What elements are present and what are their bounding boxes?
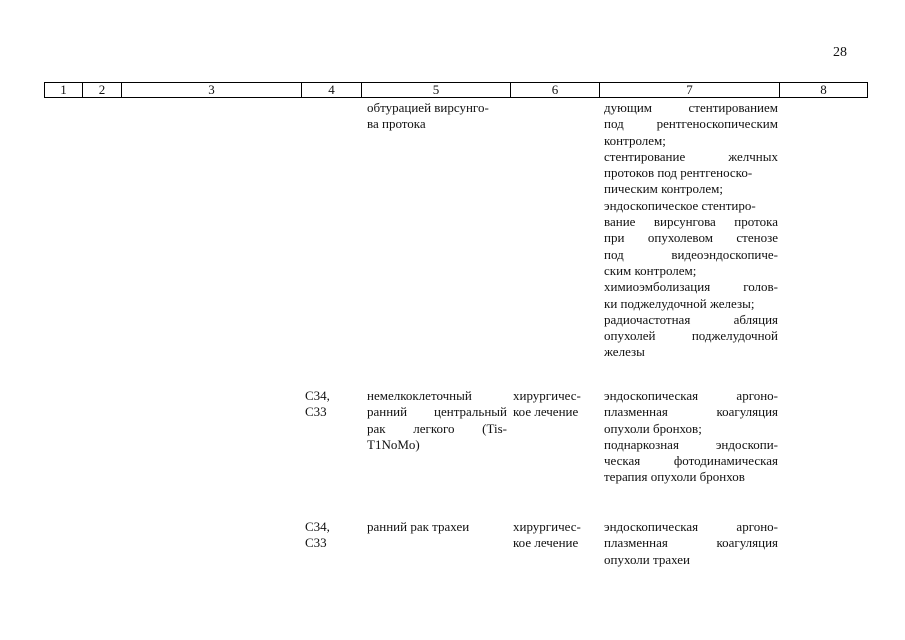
icd-code: С34, (305, 519, 330, 534)
cell-line: опухоли трахеи (604, 551, 690, 567)
lung-col6-cell (513, 388, 593, 421)
cell-line: кое лечение (513, 404, 579, 420)
cell-word: аргоно- (736, 388, 778, 403)
header-col-6: 6 (551, 82, 559, 97)
continued-col7-cell (604, 100, 778, 361)
cell-line: железы (604, 344, 645, 360)
cell-line (604, 453, 778, 469)
cell-line: ранний рак трахеи (367, 519, 470, 534)
cell-word: фотодинамическая (673, 453, 778, 469)
trachea-col5-cell (367, 519, 507, 535)
trachea-col6-cell (513, 519, 593, 552)
cell-line: ским контролем; (604, 262, 697, 278)
header-col-2: 2 (98, 82, 106, 97)
continued-col5-cell (367, 100, 512, 133)
cell-word: химиоэмболизация (604, 279, 711, 295)
cell-line: опухоли бронхов; (604, 420, 702, 436)
cell-line (604, 116, 778, 132)
cell-line: контролем; (604, 132, 666, 148)
cell-line (604, 149, 778, 165)
trachea-col4-cell (305, 519, 355, 552)
icd-code: С33 (305, 404, 327, 420)
cell-word: абляция (733, 311, 778, 327)
cell-word: поднаркозная (604, 436, 679, 452)
cell-line (604, 519, 778, 535)
cell-line (604, 404, 778, 420)
lung-col7-cell (604, 388, 778, 486)
cell-word: рак (367, 420, 386, 436)
cell-line: ва протока (367, 116, 426, 132)
lung-col5-cell (367, 388, 507, 453)
cell-word: опухолей (604, 328, 656, 344)
cell-line: протоков под рентгеноско- (604, 165, 753, 181)
cell-word: (Tis- (482, 420, 507, 436)
table-header-row (44, 82, 868, 98)
header-col-1: 1 (60, 82, 67, 97)
cell-word: эндоскопи- (715, 436, 778, 452)
cell-line (604, 279, 778, 295)
cell-line (604, 312, 778, 328)
cell-word: плазменная (604, 404, 668, 420)
cell-word: поджелудочной (691, 328, 778, 344)
cell-line (604, 437, 778, 453)
cell-line: хирургичес- (513, 388, 581, 403)
header-col-4: 4 (328, 82, 335, 97)
trachea-col7-cell (604, 519, 778, 568)
cell-word: легкого (413, 420, 455, 436)
cell-word: стентирование (604, 148, 686, 164)
cell-word: голов- (743, 279, 778, 295)
cell-word: ческая (604, 453, 641, 469)
cell-word: коагуляция (716, 535, 778, 551)
cell-word: видеоэндоскопиче- (671, 246, 778, 262)
cell-line (604, 535, 778, 551)
cell-line (367, 404, 507, 420)
header-col-3: 3 (208, 82, 215, 97)
cell-word: коагуляция (716, 404, 778, 420)
page-number: 28 (833, 45, 847, 60)
cell-word: вание (604, 214, 636, 230)
cell-word: эндоскопическая (604, 388, 699, 403)
cell-line (604, 247, 778, 263)
cell-line: пическим контролем; (604, 181, 723, 197)
header-col-5: 5 (432, 82, 440, 97)
cell-word: желчных (728, 148, 778, 164)
cell-line: обтурацией вирсунго- (367, 100, 489, 115)
cell-word: стенозе (736, 230, 778, 246)
cell-word: ранний (367, 404, 408, 420)
cell-line (604, 388, 778, 404)
cell-word: под (604, 116, 624, 132)
cell-line: хирургичес- (513, 519, 581, 534)
cell-word: рентгеноскопическим (656, 116, 778, 132)
cell-line (604, 230, 778, 246)
cell-word: под (604, 246, 624, 262)
cell-word: аргоно- (736, 519, 778, 534)
cell-line (604, 214, 778, 230)
cell-line: ки поджелудочной железы; (604, 295, 755, 311)
cell-word: дующим (604, 100, 653, 115)
header-col-7: 7 (686, 82, 693, 97)
cell-word: протока (734, 214, 778, 230)
cell-word: опухолевом (647, 230, 713, 246)
cell-word: при (604, 230, 625, 246)
cell-line: T1NoMo) (367, 436, 420, 452)
cell-line: немелкоклеточный (367, 388, 472, 403)
cell-line: терапия опухоли бронхов (604, 469, 745, 485)
cell-word: вирсунгова (653, 214, 716, 230)
icd-code: С33 (305, 535, 327, 551)
cell-line (604, 100, 778, 116)
cell-word: радиочастотная (604, 311, 691, 327)
cell-word: стентированием (688, 100, 778, 115)
cell-word: эндоскопическая (604, 519, 699, 534)
icd-code: С34, (305, 388, 330, 403)
cell-line (367, 421, 507, 437)
cell-word: центральный (434, 404, 507, 420)
header-col-8: 8 (820, 82, 827, 97)
cell-line: кое лечение (513, 535, 579, 551)
cell-line: эндоскопическое стентиро- (604, 197, 756, 213)
lung-col4-cell (305, 388, 355, 421)
cell-word: плазменная (604, 535, 668, 551)
cell-line (604, 328, 778, 344)
